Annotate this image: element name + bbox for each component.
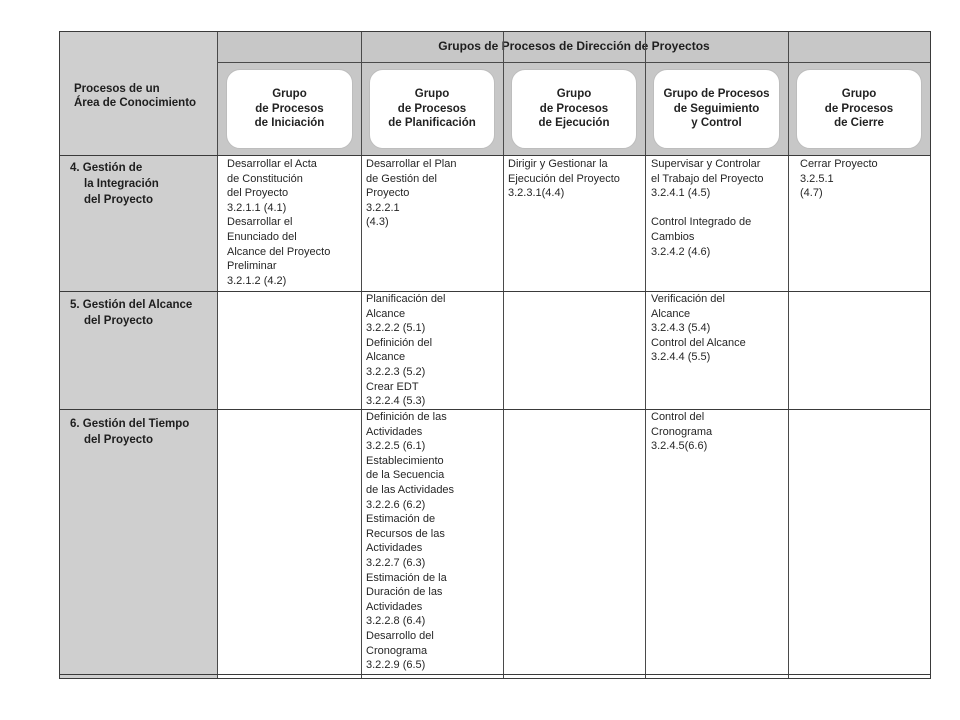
cell-integration-execution: Dirigir y Gestionar la Ejecución del Proyecto 3.2.3.1(4.4): [508, 158, 620, 200]
cell-integration-monitoring: Supervisar y Controlar el Trabajo del Proyecto 3.2.4.1 (4.5) Control Integrado de Cambios 3.2.4.2 (4.6): [651, 158, 764, 258]
cell-time-planning: Definición de las Actividades 3.2.2.5 (6.1) Establecimiento de la Secuencia de las Actividades 3.2.2.6 (6.2) Estimación de Recursos de las Actividades 3.2.2.7 (6.3) Estimación de la Duración de las Actividades 3.2.2.8 (6.4) Desarrollo del Cronograma 3.2.2.9 (6.5): [366, 411, 455, 672]
cell-integration-closing: Cerrar Proyecto 3.2.5.1 (4.7): [800, 158, 878, 200]
row-divider: [60, 291, 930, 292]
group-header-closing: [788, 63, 930, 155]
group-pill: Grupo de Procesos de Planificación: [369, 69, 495, 149]
cell-integration-planning: Desarrollar el Plan de Gestión del Proyecto 3.2.2.1 (4.3): [366, 158, 457, 229]
group-header-initiation: [218, 63, 361, 155]
column-divider: [788, 32, 789, 678]
process-groups-table: [59, 31, 931, 679]
column-divider: [503, 32, 504, 678]
group-header-planning: [361, 63, 503, 155]
row-divider: [60, 155, 930, 156]
knowledge-area-scope: 5. Gestión del Alcance del Proyecto: [70, 299, 193, 327]
table-title: Grupos de Procesos de Dirección de Proyectos: [438, 39, 710, 53]
group-pill: Grupo de Procesos de Ejecución: [511, 69, 637, 149]
column-divider: [645, 32, 646, 678]
row-divider: [60, 674, 930, 675]
group-pill: Grupo de Procesos de Seguimiento y Control: [653, 69, 780, 149]
group-pill: Grupo de Procesos de Cierre: [796, 69, 922, 149]
group-header-monitoring: [645, 63, 788, 155]
cell-time-monitoring: Control del Cronograma 3.2.4.5(6.6): [651, 411, 713, 453]
cell-scope-monitoring: Verificación del Alcance 3.2.4.3 (5.4) Control del Alcance 3.2.4.4 (5.5): [651, 293, 746, 364]
knowledge-area-header-label: Procesos de un Área de Conocimiento: [74, 83, 197, 109]
cell-scope-planning: Planificación del Alcance 3.2.2.2 (5.1) Definición del Alcance 3.2.2.3 (5.2) Crear EDT 3.2.2.4 (5.3): [366, 293, 446, 408]
cell-integration-initiation: Desarrollar el Acta de Constitución del Proyecto 3.2.1.1 (4.1) Desarrollar el Enunciado del Alcance del Proyecto Preliminar 3.2.1.2 (4.2): [227, 158, 331, 287]
knowledge-area-header: [60, 32, 218, 155]
column-divider: [361, 32, 362, 678]
group-header-execution: [503, 63, 645, 155]
knowledge-area-time: 6. Gestión del Tiempo del Proyecto: [70, 418, 190, 446]
row-divider: [60, 409, 930, 410]
group-pill: Grupo de Procesos de Iniciación: [226, 69, 353, 149]
knowledge-area-integration: 4. Gestión de la Integración del Proyecto: [70, 162, 159, 206]
